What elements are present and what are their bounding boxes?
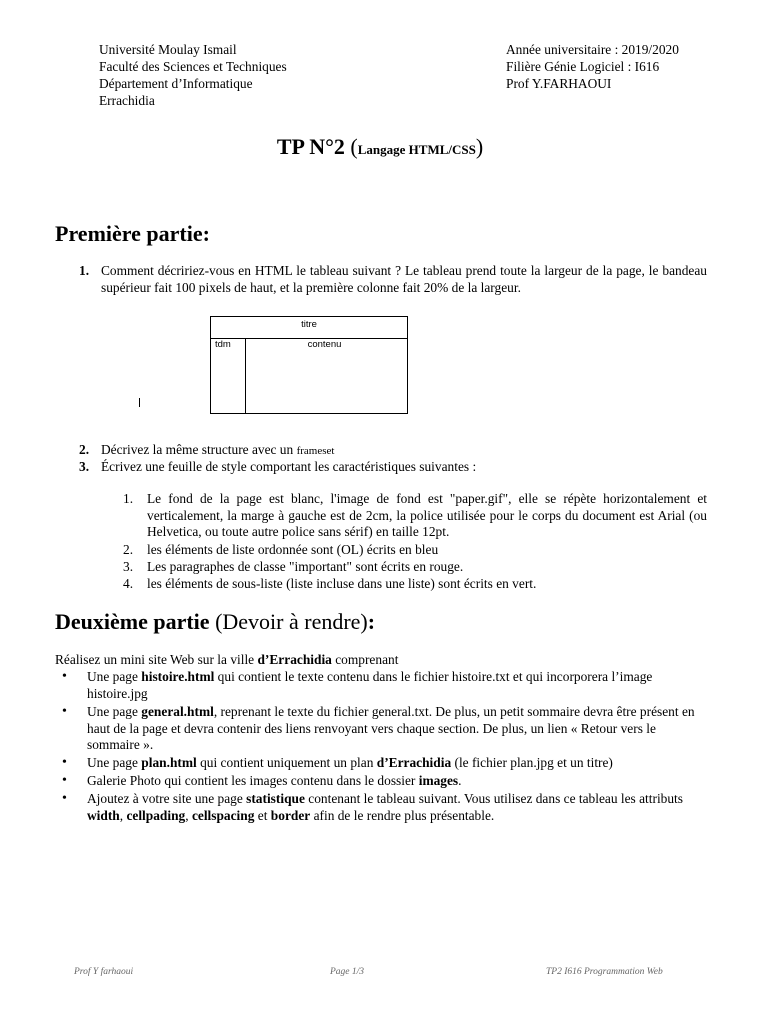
question-1: 1. Comment décririez-vous en HTML le tableau suivant ? Le tableau prend toute la largeur de la page, le bandeau supérieur fait 100 pixels de haut, et la première colonne fait 20% de la largeur. (79, 263, 707, 295)
header-program: Filière Génie Logiciel : I616 (506, 59, 660, 74)
bullet-icon: • (62, 704, 67, 719)
bullet-icon: • (62, 791, 67, 806)
header-department: Département d’Informatique (99, 76, 253, 91)
bullet-galerie: • Galerie Photo qui contient les images contenu dans le dossier images. (62, 773, 462, 788)
bullet-statistique: • Ajoutez à votre site une page statistique contenant le tableau suivant. Vous utilisez dans ce tableau les attributs width, cellpading, cellspacing et border afin de le rendre plus présentable. (62, 791, 683, 823)
footer-page-number: Page 1/3 (330, 967, 365, 977)
page-title: TP N°2 (Langage HTML/CSS) (276, 134, 484, 159)
header-professor: Prof Y.FARHAOUI (506, 76, 612, 91)
style-list-item-4: 4. les éléments de sous-liste (liste incluse dans une liste) sont écrits en vert. (123, 576, 537, 591)
part2-intro: Réalisez un mini site Web sur la ville d’Errachidia comprenant (55, 652, 399, 667)
bullet-icon: • (62, 755, 67, 770)
header-institution (99, 41, 287, 109)
question-3: 3. Écrivez une feuille de style comportant les caractéristiques suivantes : (79, 459, 477, 474)
footer-author: Prof Y farhaoui (74, 967, 134, 977)
diagram-content-cell: contenu (307, 339, 342, 350)
part2-heading: Deuxième partie (Devoir à rendre): (55, 609, 376, 634)
bullet-icon: • (62, 669, 67, 684)
header-faculty: Faculté des Sciences et Techniques (99, 59, 287, 74)
part1-heading: Première partie: (55, 221, 210, 246)
header-year: Année universitaire : 2019/2020 (506, 42, 679, 57)
bullet-histoire: • Une page histoire.html qui contient le texte contenu dans le fichier histoire.txt et qui incorporera l’image histoire.jpg (62, 669, 653, 701)
footer-course: TP2 I616 Programmation Web (546, 967, 663, 977)
style-list-item-1: 1. Le fond de la page est blanc, l'image de fond est "paper.gif", elle se répète horizontalement et verticalement, la marge à gauche est de 2cm, la police utilisée pour le corps du document est Arial (ou Helvetica, ou toute autre police sans sérif) en taille 12pt. (123, 491, 707, 539)
diagram-title-cell: titre (211, 317, 407, 339)
layout-diagram (210, 316, 408, 414)
header-city: Errachidia (99, 93, 155, 108)
style-list-item-2: 2. les éléments de liste ordonnée sont (OL) écrits en bleu (123, 542, 439, 557)
question-2: 2. Décrivez la même structure avec un frameset (79, 442, 335, 457)
header-course-info (506, 41, 679, 92)
diagram-tdm-cell: tdm (211, 338, 246, 413)
header-university: Université Moulay Ismail (99, 42, 237, 57)
style-list-item-3: 3. Les paragraphes de classe "important" sont écrits en rouge. (123, 559, 464, 574)
bullet-general: • Une page general.html, reprenant le texte du fichier general.txt. De plus, un petit sommaire devra être présent en haut de la page et devra contenir des liens renvoyant vers chaque section. De plus, un lien « Retour vers le sommaire ». (62, 704, 695, 752)
bullet-icon: • (62, 773, 67, 788)
bullet-plan: • Une page plan.html qui contient uniquement un plan d’Errachidia (le fichier plan.jpg et un titre) (62, 755, 613, 770)
text-cursor-mark (139, 398, 140, 407)
